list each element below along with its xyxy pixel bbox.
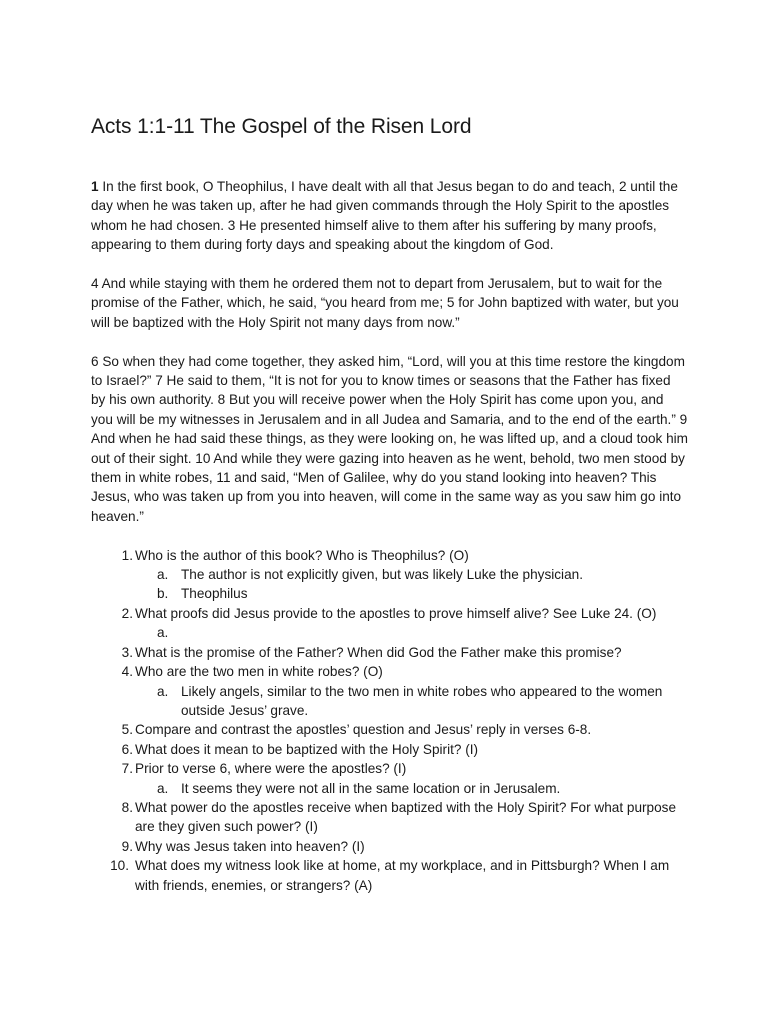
- answer-text: It seems they were not all in the same location or in Jerusalem.: [181, 780, 561, 796]
- answer-label: a.: [157, 780, 169, 796]
- question-list: [91, 546, 688, 895]
- answer-item: [135, 565, 688, 584]
- answer-list: [135, 565, 688, 604]
- passage-text: In the first book, O Theophilus, I have dealt with all that Jesus began to do and teach, 2 until the day when he was taken up, after he had given commands through the Holy Spirit to the apostles whom he had chosen. 3 He presented himself alive to them after his suffering by many proofs, appearing to them during forty days and speaking about the kingdom of God.: [91, 179, 678, 253]
- question-text: Who is the author of this book? Who is Theophilus? (O): [135, 547, 469, 563]
- question-number: 7.: [121, 761, 133, 777]
- question-text: What is the promise of the Father? When did God the Father make this promise?: [135, 644, 622, 660]
- question-number: 8.: [121, 799, 133, 815]
- question-item: [91, 759, 688, 798]
- question-number: 10.: [110, 858, 129, 874]
- question-item: [91, 856, 688, 895]
- question-text: What does my witness look like at home, at my workplace, and in Pittsburgh? When I am with friends, enemies, or strangers? (A): [135, 858, 670, 893]
- answer-text: The author is not explicitly given, but was likely Luke the physician.: [181, 567, 583, 583]
- question-number: 9.: [121, 838, 133, 854]
- question-number: 4.: [121, 664, 133, 680]
- question-item: [91, 546, 688, 604]
- answer-label: a.: [157, 625, 169, 641]
- question-text: Prior to verse 6, where were the apostles? (I): [135, 761, 407, 777]
- document-title: Acts 1:1-11 The Gospel of the Risen Lord: [91, 115, 472, 138]
- question-item: [91, 837, 688, 856]
- answer-text: Theophilus: [181, 586, 248, 602]
- question-item: [91, 740, 688, 759]
- question-text: What proofs did Jesus provide to the apostles to prove himself alive? See Luke 24. (O): [135, 605, 657, 621]
- passage-paragraph-2: 4 And while staying with them he ordered them not to depart from Jerusalem, but to wait for the promise of the Father, which, he said, “you heard from me; 5 for John baptized with water, but you will be baptized with the Holy Spirit not many days from now.”: [91, 276, 679, 330]
- question-text: What does it mean to be baptized with the Holy Spirit? (I): [135, 741, 479, 757]
- question-number: 1.: [121, 547, 133, 563]
- question-number: 2.: [121, 605, 133, 621]
- answer-list: [135, 682, 688, 721]
- question-item: [91, 720, 688, 739]
- answer-label: a.: [157, 683, 169, 699]
- answer-item: [135, 779, 688, 798]
- question-text: Who are the two men in white robes? (O): [135, 664, 383, 680]
- passage-paragraph-3: 6 So when they had come together, they asked him, “Lord, will you at this time restore the kingdom to Israel?” 7 He said to them, “It is not for you to know times or seasons that the Father has fixed by his own authority. 8 But you will receive power when the Holy Spirit has come upon you, and you will be my witnesses in Jerusalem and in all Judea and Samaria, and to the end of the earth.” 9 And when he had said these things, as they were looking on, he was lifted up, and a cloud took him out of their sight. 10 And while they were gazing into heaven as he went, behold, two men stood by them in white robes, 11 and said, “Men of Galilee, why do you stand looking into heaven? This Jesus, who was taken up from you into heaven, will come in the same way as you saw him go into heaven.”: [91, 353, 688, 524]
- question-item: [91, 643, 688, 662]
- answer-label: b.: [157, 586, 169, 602]
- answer-list: [135, 779, 688, 798]
- question-text: Why was Jesus taken into heaven? (I): [135, 838, 365, 854]
- question-text: Compare and contrast the apostles’ question and Jesus’ reply in verses 6-8.: [135, 722, 592, 738]
- answer-text: Likely angels, similar to the two men in white robes who appeared to the women outside Jesus’ grave.: [181, 683, 663, 718]
- question-item: [91, 662, 688, 720]
- question-number: 5.: [121, 722, 133, 738]
- question-item: [91, 604, 688, 643]
- question-text: What power do the apostles receive when baptized with the Holy Spirit? For what purpose are they given such power? (I): [135, 799, 677, 835]
- answer-list: [135, 623, 688, 642]
- answer-label: a.: [157, 567, 169, 583]
- verse-number: 1: [91, 179, 99, 194]
- passage-paragraph-1: [91, 177, 688, 255]
- answer-item: [135, 584, 688, 603]
- answer-item: [135, 682, 688, 721]
- answer-item: [135, 623, 688, 642]
- question-number: 3.: [121, 644, 133, 660]
- question-number: 6.: [121, 741, 133, 757]
- question-item: [91, 798, 688, 837]
